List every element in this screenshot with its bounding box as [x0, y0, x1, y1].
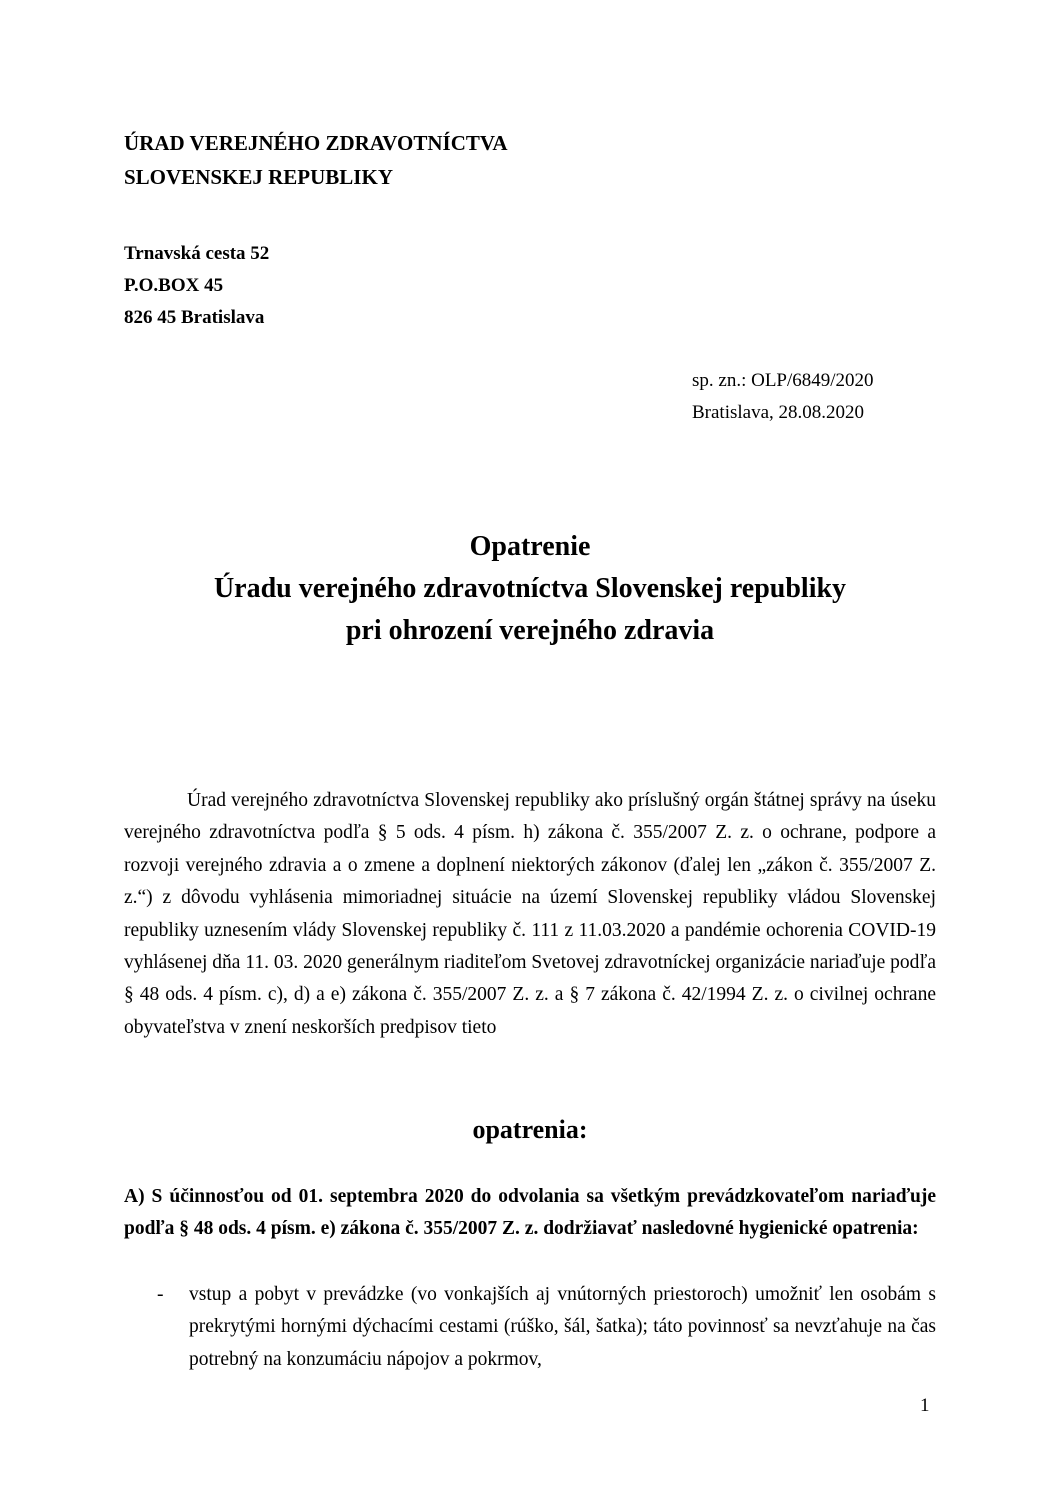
title-line1: Opatrenie	[469, 531, 591, 562]
place-date: Bratislava, 28.08.2020	[692, 402, 865, 423]
address-city: 826 45 Bratislava	[124, 307, 265, 328]
measures-list	[124, 1279, 936, 1376]
intro-paragraph: Úrad verejného zdravotníctva Slovenskej republiky ako príslušný orgán štátnej správy na úseku verejného zdravotníctva podľa § 5 ods. 4 písm. h) zákona č. 355/2007 Z. z. o ochrane, podpore a rozvoji verejného zdravia a o zmene a doplnení niektorých zákonov (ďalej len „zákon č. 355/2007 Z. z.“) z dôvodu vyhlásenia mimoriadnej situácie na území Slovenskej republiky vládou Slovenskej republiky uznesením vlády Slovenskej republiky č. 111 z 11.03.2020 a pandémie ochorenia COVID-19 vyhlásenej dňa 11. 03. 2020 generálnym riaditeľom Svetovej zdravotníckej organizácie nariaďuje podľa § 48 ods. 4 písm. c), d) a e) zákona č. 355/2007 Z. z. a § 7 zákona č. 42/1994 Z. z. o civilnej ochrane obyvateľstva v znení neskorších predpisov tieto	[124, 790, 936, 1038]
authority-name-line2: SLOVENSKEJ REPUBLIKY	[124, 165, 393, 189]
section-a-heading: A) S účinnosťou od 01. septembra 2020 do odvolania sa všetkým prevádzkovateľom nariaďuje podľa § 48 ods. 4 písm. e) zákona č. 355/2007 Z. z. dodržiavať nasledovné hygienické opatrenia:	[124, 1186, 936, 1240]
issuing-authority	[124, 126, 508, 194]
file-number: sp. zn.: OLP/6849/2020	[692, 370, 874, 391]
list-item	[124, 1279, 936, 1376]
bullet-marker: -	[157, 1284, 164, 1305]
title-line3: pri ohrození verejného zdravia	[345, 615, 715, 646]
document-title	[124, 526, 936, 652]
title-line2: Úradu verejného zdravotníctva Slovenskej republiky	[213, 573, 847, 604]
authority-address	[124, 238, 269, 334]
list-item-text: vstup a pobyt v prevádzke (vo vonkajších aj vnútorných priestoroch) umožniť len osobám s prekrytými hornými dýchacími cestami (rúško, šál, šatka); táto povinnosť sa nevzťahuje na čas potrebný na konzumáciu nápojov a pokrmov,	[189, 1284, 936, 1370]
page-number: 1	[920, 1395, 930, 1416]
address-street: Trnavská cesta 52	[124, 243, 270, 264]
reference-block	[692, 365, 874, 429]
measures-heading: opatrenia:	[472, 1115, 588, 1144]
authority-name-line1: ÚRAD VEREJNÉHO ZDRAVOTNÍCTVA	[124, 131, 508, 155]
address-pobox: P.O.BOX 45	[124, 275, 224, 296]
